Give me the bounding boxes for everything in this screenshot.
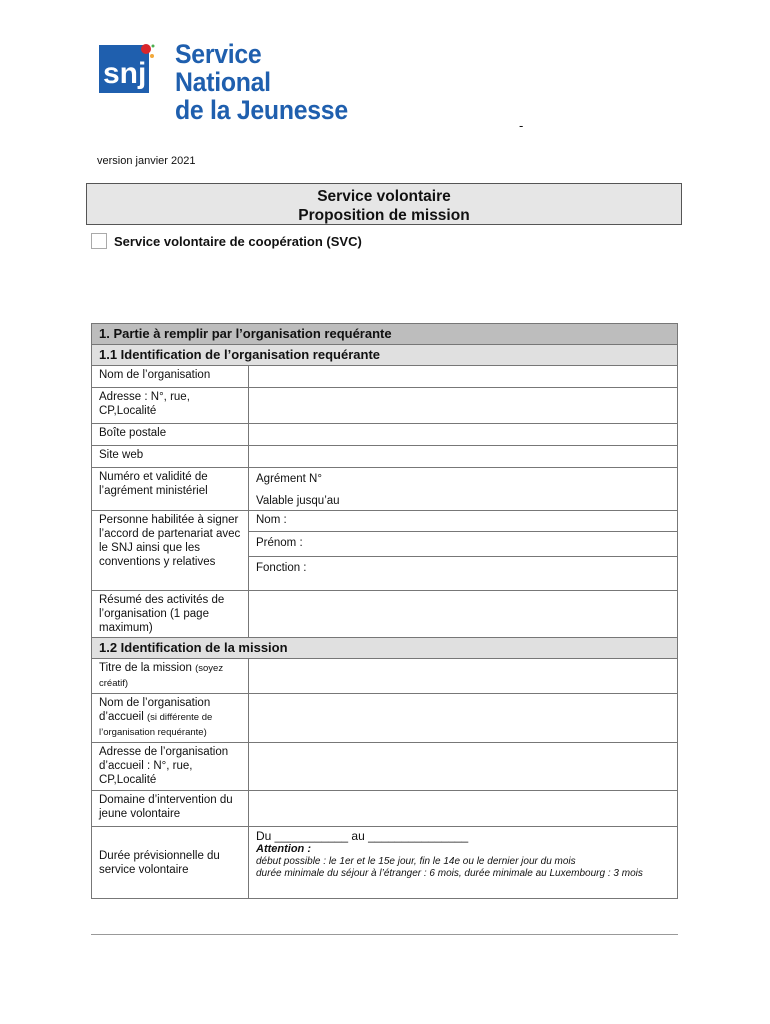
svc-checkbox-row[interactable] <box>91 233 362 249</box>
titre-mission-text: Titre de la mission <box>99 662 192 674</box>
section-1-2-heading: 1.2 Identification de la mission <box>92 638 678 659</box>
field-site-web[interactable] <box>249 446 678 468</box>
label-boite-postale: Boîte postale <box>92 424 249 446</box>
label-domaine-intervention: Domaine d’intervention du jeune volontaire <box>92 791 249 827</box>
field-adresse-accueil[interactable] <box>249 743 678 791</box>
duree-text: Durée prévisionnelle du service volontaire <box>99 849 220 876</box>
header-dash: - <box>519 118 524 133</box>
label-personne-habilitee: Personne habilitée à signer l’accord de partenariat avec le SNJ ainsi que les conventions y relatives <box>92 511 249 591</box>
field-organisation-accueil[interactable] <box>249 694 678 743</box>
titre-mission-note: (soyez créatif) <box>99 663 224 689</box>
label-adresse: Adresse : N°, rue, CP,Localité <box>92 388 249 424</box>
field-resume-activites[interactable] <box>249 591 678 638</box>
field-personne-habilitee[interactable] <box>249 511 678 591</box>
logo-line-2: de la Jeunesse <box>175 95 348 125</box>
label-duree <box>92 827 249 899</box>
label-resume-activites: Résumé des activités de l’organisation (1 page maximum) <box>92 591 249 638</box>
field-adresse[interactable] <box>249 388 678 424</box>
label-adresse-accueil: Adresse de l’organisation d’accueil : N°, rue, CP,Localité <box>92 743 249 791</box>
footer-divider <box>91 934 678 935</box>
section-1-heading: 1. Partie à remplir par l’organisation requérante <box>92 324 678 345</box>
field-boite-postale[interactable] <box>249 424 678 446</box>
svc-checkbox-label: Service volontaire de coopération (SVC) <box>114 233 362 249</box>
section-1-1-heading: 1.1 Identification de l’organisation requérante <box>92 345 678 366</box>
snj-logo <box>97 39 367 125</box>
title-line-1: Service volontaire <box>317 188 451 205</box>
field-duree[interactable] <box>249 827 678 899</box>
organisation-accueil-text: Nom de l’organisation d’accueil <box>99 697 211 723</box>
duree-du-au: Du ___________ au _______________ <box>256 829 469 843</box>
snj-logo-icon <box>97 43 155 95</box>
svc-checkbox[interactable] <box>91 233 107 249</box>
label-agrement: Numéro et validité de l’agrément ministériel <box>92 468 249 511</box>
organisation-accueil-note: (si différente de l’organisation requérante) <box>99 712 213 738</box>
agrement-number: Agrément N° <box>256 473 322 485</box>
document-title <box>86 183 682 225</box>
label-nom-organisation: Nom de l’organisation <box>92 366 249 388</box>
label-organisation-accueil <box>92 694 249 743</box>
svg-text:snj: snj <box>103 57 147 90</box>
title-line-2: Proposition de mission <box>298 207 470 224</box>
field-agrement[interactable] <box>249 468 678 511</box>
label-titre-mission <box>92 659 249 694</box>
field-domaine-intervention[interactable] <box>249 791 678 827</box>
mission-form-table <box>91 323 678 899</box>
personne-nom: Nom : <box>256 514 287 526</box>
personne-prenom: Prénom : <box>249 531 677 552</box>
attention-note-1: début possible : le 1er et le 15e jour, fin le 14e ou le dernier jour du mois <box>256 856 576 867</box>
label-site-web: Site web <box>92 446 249 468</box>
logo-line-1: Service National <box>175 39 271 97</box>
personne-fonction: Fonction : <box>249 556 677 575</box>
attention-label: Attention : <box>256 843 311 855</box>
attention-note-2: durée minimale du séjour à l’étranger : 6 mois, durée minimale au Luxembourg : 3 mois <box>256 868 643 879</box>
field-titre-mission[interactable] <box>249 659 678 694</box>
field-nom-organisation[interactable] <box>249 366 678 388</box>
agrement-validity: Valable jusqu’au <box>256 495 340 507</box>
version-text: version janvier 2021 <box>97 155 196 167</box>
